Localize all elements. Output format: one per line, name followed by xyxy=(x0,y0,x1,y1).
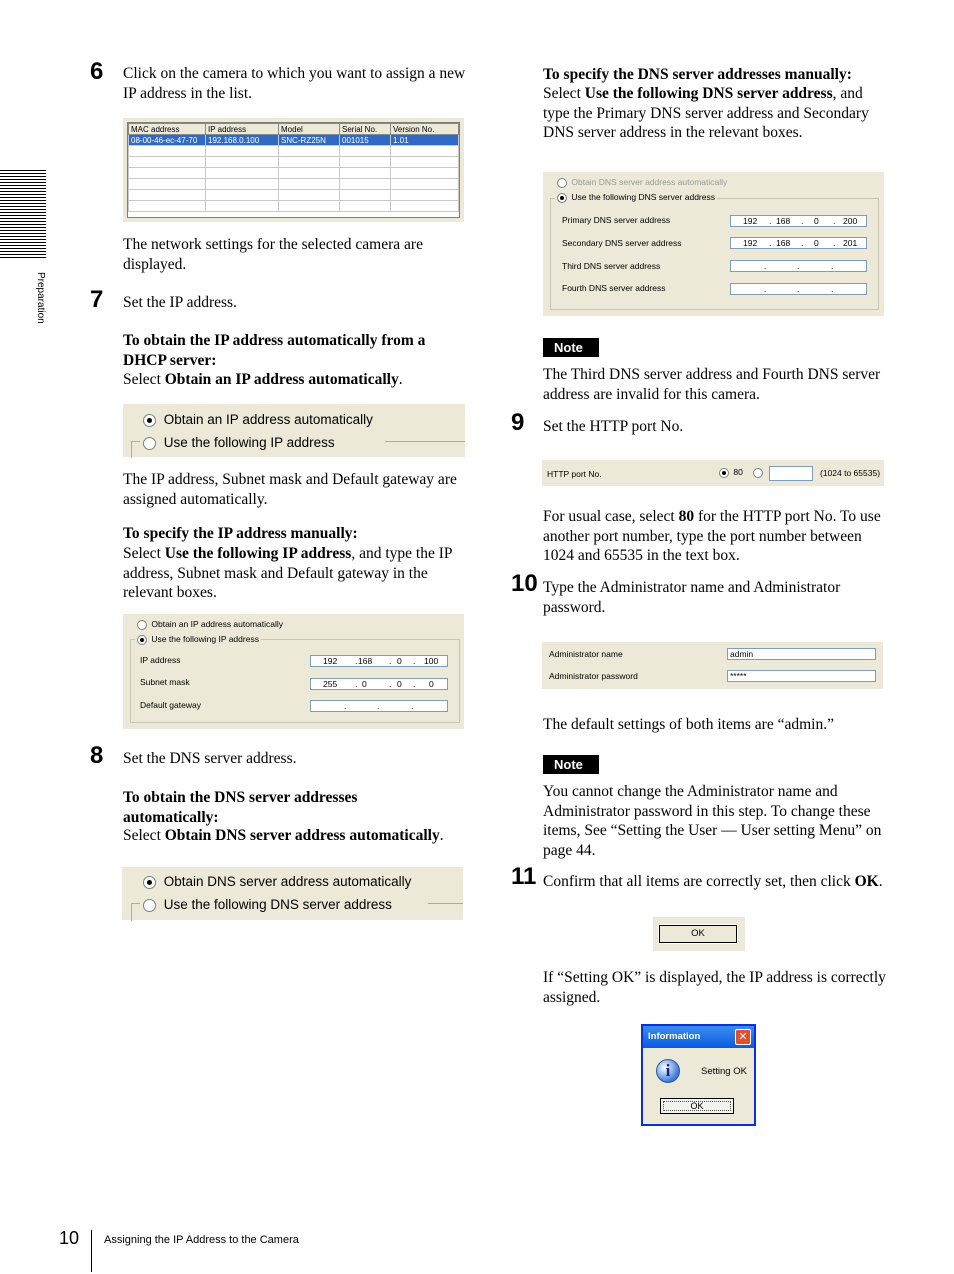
step-10-after: The default settings of both items are “admin.” xyxy=(543,716,834,733)
http-port-field[interactable] xyxy=(769,466,813,481)
page-number: 10 xyxy=(59,1228,80,1248)
camera-list-header xyxy=(129,124,459,135)
radio-obtain-ip-auto[interactable]: Obtain an IP address automatically xyxy=(137,619,283,630)
subnet-mask-field[interactable]: 255 . 0 . 0 . 0 xyxy=(310,678,448,690)
admin-password-label: Administrator password xyxy=(549,671,638,681)
table-row[interactable] xyxy=(129,201,459,212)
step-6-number: 6 xyxy=(90,58,104,85)
primary-dns-field[interactable]: 192 . 168 . 0 . 200 xyxy=(730,215,867,227)
radio-port-custom[interactable] xyxy=(753,467,763,478)
ip-manual-heading: To specify the IP address manually: xyxy=(123,525,358,542)
ip-address-field[interactable]: 192 . 168 . 0 . 100 xyxy=(310,655,448,667)
table-row[interactable] xyxy=(129,190,459,201)
step-8-number: 8 xyxy=(90,742,104,769)
http-port-range: (1024 to 65535) xyxy=(820,468,881,478)
dns-auto-instruction: Select Obtain DNS server address automatically. xyxy=(123,827,444,844)
radio-unselected-icon xyxy=(143,437,156,450)
note-badge-dns: Note xyxy=(543,338,599,357)
radio-unselected-icon xyxy=(137,620,147,630)
step-9-after: For usual case, select 80 for the HTTP port No. To use another port number, type the port number between 1024 and 65535 in the text box. xyxy=(543,508,881,564)
step-9-number: 9 xyxy=(511,409,525,436)
admin-screenshot xyxy=(542,642,883,689)
radio-selected-icon xyxy=(719,468,729,478)
radio-obtain-ip-auto[interactable]: Obtain an IP address automatically xyxy=(143,412,373,427)
radio-obtain-dns-auto[interactable]: Obtain DNS server address automatically xyxy=(557,177,727,188)
dns-note-text: The Third DNS server address and Fourth DNS server address are invalid for this camera. xyxy=(543,366,881,403)
ip-manual-instruction: Select Use the following IP address, and type the IP address, Subnet mask and Default gateway in the relevant boxes. xyxy=(123,545,452,601)
fourth-dns-label: Fourth DNS server address xyxy=(562,283,666,293)
step-6-text: Click on the camera to which you want to assign a new IP address in the list. xyxy=(123,65,466,102)
radio-unselected-icon xyxy=(557,178,567,188)
ip-auto-screenshot xyxy=(123,404,465,457)
dns-auto-screenshot xyxy=(122,867,463,920)
ok-button-screenshot xyxy=(653,917,745,951)
radio-selected-icon xyxy=(143,414,156,427)
http-port-screenshot xyxy=(542,460,884,486)
step-9-text: Set the HTTP port No. xyxy=(543,418,684,435)
group-frame-line xyxy=(428,903,463,904)
fourth-dns-field[interactable]: . . . xyxy=(730,283,867,295)
radio-unselected-icon xyxy=(753,468,763,478)
table-row[interactable] xyxy=(129,168,459,179)
table-row[interactable] xyxy=(129,179,459,190)
admin-note-text: You cannot change the Administrator name and Administrator password in this step. To change these items, See “Setting the User — User setting Menu” on page 44. xyxy=(543,783,882,859)
ip-auto-instruction: Select Obtain an IP address automatically. xyxy=(123,371,403,388)
information-dialog xyxy=(641,1024,756,1126)
camera-list-table xyxy=(128,123,459,212)
dialog-ok-button[interactable]: OK xyxy=(660,1098,734,1114)
dns-auto-heading: To obtain the DNS server addresses automatically: xyxy=(123,789,358,826)
radio-selected-icon xyxy=(557,193,567,203)
default-gateway-label: Default gateway xyxy=(140,700,201,710)
footer-title: Assigning the IP Address to the Camera xyxy=(104,1234,299,1246)
col-serial[interactable]: Serial No. xyxy=(340,124,391,135)
ip-auto-after: The IP address, Subnet mask and Default gateway are assigned automatically. xyxy=(123,471,457,508)
group-frame xyxy=(131,441,140,458)
ip-address-label: IP address xyxy=(140,655,181,665)
group-frame-line xyxy=(385,441,465,442)
step-7-number: 7 xyxy=(90,286,104,313)
radio-obtain-dns-auto[interactable]: Obtain DNS server address automatically xyxy=(143,874,411,889)
admin-name-field[interactable]: admin xyxy=(727,648,876,660)
table-row[interactable] xyxy=(129,146,459,157)
dialog-title: Information xyxy=(648,1031,701,1042)
step-8-text: Set the DNS server address. xyxy=(123,750,297,767)
default-gateway-field[interactable]: . . . xyxy=(310,700,448,712)
ok-button[interactable]: OK xyxy=(659,925,737,943)
col-mac[interactable]: MAC address xyxy=(129,124,206,135)
note-badge-admin: Note xyxy=(543,755,599,774)
primary-dns-label: Primary DNS server address xyxy=(562,215,671,225)
step-6-after: The network settings for the selected camera are displayed. xyxy=(123,236,423,273)
table-row[interactable]: 08-00-46-ec-47-70 192.168.0.100 SNC-RZ25N 001015 1.01 xyxy=(129,135,459,146)
secondary-dns-field[interactable]: 192 . 168 . 0 . 201 xyxy=(730,237,867,249)
dialog-titlebar xyxy=(643,1026,754,1048)
third-dns-label: Third DNS server address xyxy=(562,261,661,271)
radio-use-following-ip[interactable]: Use the following IP address xyxy=(143,435,335,450)
subnet-mask-label: Subnet mask xyxy=(140,677,190,687)
radio-use-following-ip[interactable]: Use the following IP address xyxy=(135,634,261,645)
dns-manual-instruction: Select Use the following DNS server address, and type the Primary DNS server address and Secondary DNS server address in the relevant boxes. xyxy=(543,85,869,141)
http-port-label: HTTP port No. xyxy=(547,469,602,479)
group-frame xyxy=(131,903,140,921)
info-icon: i xyxy=(656,1059,680,1083)
step-11-after: If “Setting OK” is displayed, the IP address is correctly assigned. xyxy=(543,969,886,1006)
step-10-number: 10 xyxy=(511,570,538,597)
ip-auto-heading: To obtain the IP address automatically from a DHCP server: xyxy=(123,332,426,369)
dns-manual-screenshot xyxy=(543,172,884,316)
step-10-text: Type the Administrator name and Administrator password. xyxy=(543,579,841,616)
admin-password-field[interactable]: ***** xyxy=(727,670,876,682)
step-11-text: Confirm that all items are correctly set, then click OK. xyxy=(543,873,883,890)
section-tab-label: Preparation xyxy=(35,272,46,324)
radio-port-80[interactable]: 80 xyxy=(719,467,743,478)
ip-manual-screenshot xyxy=(123,614,464,729)
col-model[interactable]: Model xyxy=(279,124,340,135)
step-11-number: 11 xyxy=(511,863,537,890)
footer-divider xyxy=(91,1230,92,1272)
radio-selected-icon xyxy=(143,876,156,889)
col-version[interactable]: Version No. xyxy=(391,124,459,135)
radio-use-following-dns[interactable]: Use the following DNS server address xyxy=(143,897,392,912)
dns-manual-heading: To specify the DNS server addresses manually: xyxy=(543,66,852,83)
third-dns-field[interactable]: . . . xyxy=(730,260,867,272)
camera-list-screenshot xyxy=(123,118,464,222)
admin-name-label: Administrator name xyxy=(549,649,623,659)
close-icon[interactable]: ✕ xyxy=(735,1029,751,1045)
table-row[interactable] xyxy=(129,157,459,168)
secondary-dns-label: Secondary DNS server address xyxy=(562,238,682,248)
radio-use-following-dns[interactable]: Use the following DNS server address xyxy=(555,192,717,203)
col-ip[interactable]: IP address xyxy=(206,124,279,135)
dialog-message: Setting OK xyxy=(701,1066,747,1077)
section-tab-stripes xyxy=(0,170,46,260)
radio-selected-icon xyxy=(137,635,147,645)
step-7-text: Set the IP address. xyxy=(123,294,237,311)
radio-unselected-icon xyxy=(143,899,156,912)
